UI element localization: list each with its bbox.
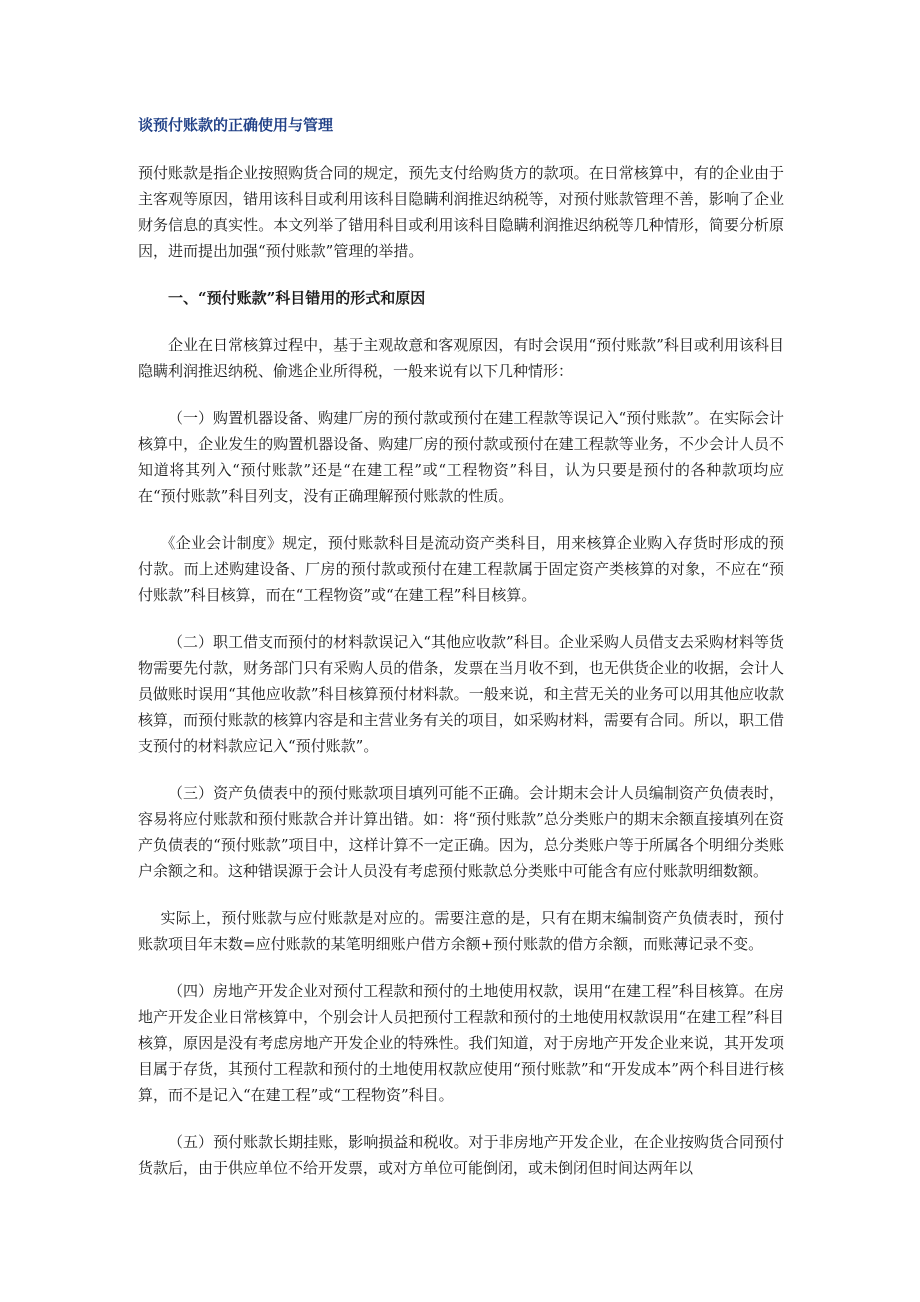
- item-4-paragraph: （四）房地产开发企业对预付工程款和预付的土地使用权款，误用“在建工程”科目核算。在房地产开发企业日常核算中，个别会计人员把预付工程款和预付的土地使用权款误用“在建工程”科目核算，原因是没有考虑房地产开发企业的特殊性。我们知道，对于房地产开发企业来说，其开发项目属于存货，其预付工程款和预付的土地使用权款应使用“预付账款”和“开发成本”两个科目进行核算，而不是记入“在建工程”或“工程物资”科目。: [138, 982, 784, 1104]
- item-5-paragraph: （五）预付账款长期挂账，影响损益和税收。对于非房地产开发企业，在企业按购货合同预付货款后，由于供应单位不给开发票，或对方单位可能倒闭，或未倒闭但时间达两年以: [138, 1133, 784, 1177]
- document-page: [138, 112, 784, 1202]
- item-1-note-paragraph: 《企业会计制度》规定，预付账款科目是流动资产类科目，用来核算企业购入存货时形成的预付款。而上述购建设备、厂房的预付款或预付在建工程款属于固定资产类核算的对象，不应在“预付账款”科目核算，而在“工程物资”或“在建工程”科目核算。: [138, 534, 784, 604]
- item-2-paragraph: （二）职工借支而预付的材料款误记入“其他应收款”科目。企业采购人员借支去采购材料等货物需要先付款，财务部门只有采购人员的借条，发票在当月收不到，也无供货企业的收据，会计人员做账时误用“其他应收款”科目核算预付材料款。一般来说，和主营无关的业务可以用其他应收款核算，而预付账款的核算内容是和主营业务有关的项目，如采购材料，需要有合同。所以，职工借支预付的材料款应记入“预付账款”。: [138, 633, 784, 755]
- intro-paragraph: 预付账款是指企业按照购货合同的规定，预先支付给购货方的款项。在日常核算中，有的企业由于主客观等原因，错用该科目或利用该科目隐瞒利润推迟纳税等，对预付账款管理不善，影响了企业财务信息的真实性。本文列举了错用科目或利用该科目隐瞒利润推迟纳税等几种情形，简要分析原因，进而提出加强“预付账款”管理的举措。: [138, 164, 784, 260]
- section-intro-paragraph: 企业在日常核算过程中，基于主观故意和客观原因，有时会误用“预付账款”科目或利用该科目隐瞒利润推迟纳税、偷逃企业所得税，一般来说有以下几种情形：: [138, 336, 784, 380]
- section-heading: 一、“预付账款”科目错用的形式和原因: [168, 289, 426, 307]
- item-3-paragraph: （三）资产负债表中的预付账款项目填列可能不正确。会计期末会计人员编制资产负债表时，容易将应付账款和预付账款合并计算出错。如：将“预付账款”总分类账户的期末余额直接填列在资产负债表的“预付账款”项目中，这样计算不一定正确。因为，总分类账户等于所属各个明细分类账户余额之和。这种错误源于会计人员没有考虑预付账款总分类账中可能含有应付账款明细数额。: [138, 784, 784, 880]
- item-1-paragraph: （一）购置机器设备、购建厂房的预付款或预付在建工程款等误记入“预付账款”。在实际会计核算中，企业发生的购置机器设备、购建厂房的预付款或预付在建工程款等业务，不少会计人员不知道将其列入“预付账款”还是“在建工程”或“工程物资”科目，认为只要是预付的各种款项均应在“预付账款”科目列支，没有正确理解预付账款的性质。: [138, 409, 784, 505]
- item-3-note-paragraph: 实际上，预付账款与应付账款是对应的。需要注意的是，只有在期末编制资产负债表时，预付账款项目年末数=应付账款的某笔明细账户借方余额+预付账款的借方余额，而账薄记录不变。: [138, 909, 784, 953]
- document-title: 谈预付账款的正确使用与管理: [138, 116, 334, 134]
